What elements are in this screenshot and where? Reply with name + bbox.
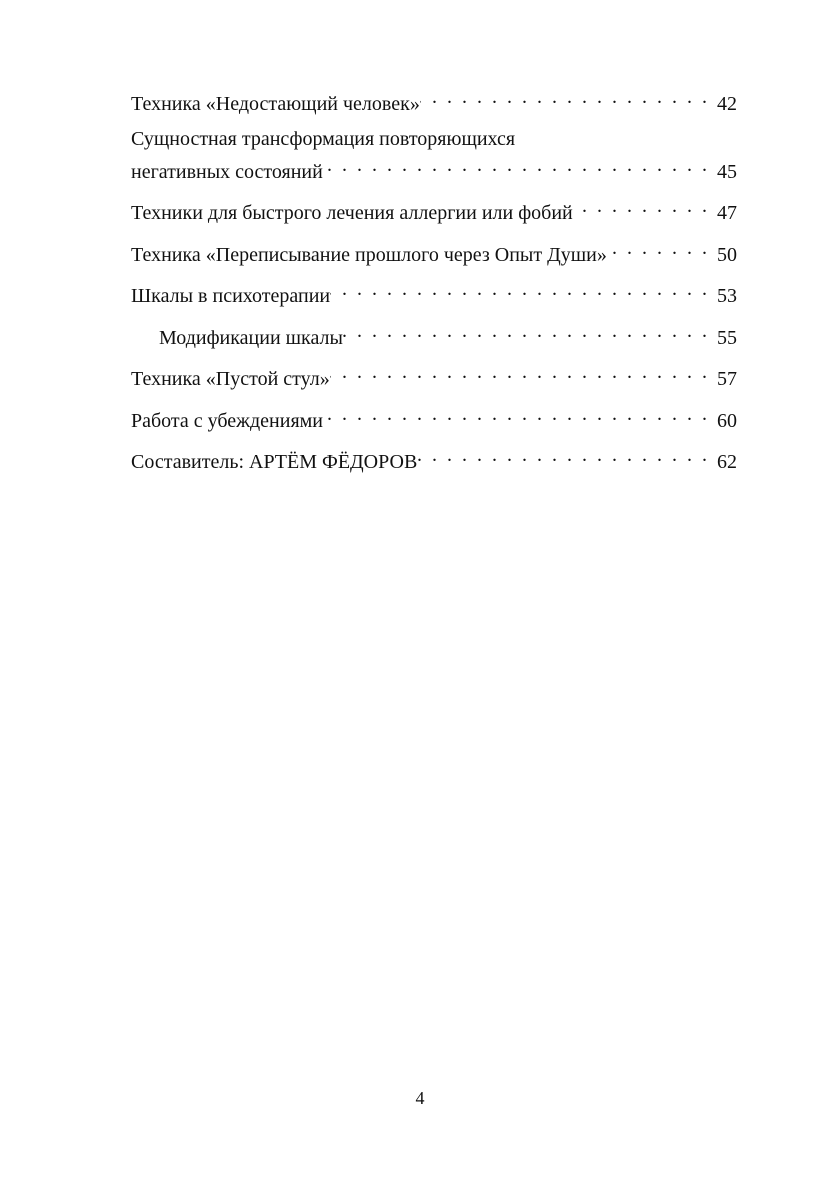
toc-entry-page: 62 (717, 451, 737, 473)
toc-entry-title: негативных состояний (131, 160, 323, 183)
dot-leader (323, 401, 711, 427)
toc-entry-rewriting-past[interactable] (131, 235, 737, 268)
toc-entry-page: 42 (717, 93, 737, 115)
dot-leader (330, 359, 711, 385)
toc-entry-title: Составитель: АРТЁМ ФЁДОРОВ (131, 451, 418, 473)
toc-entry-page: 50 (717, 243, 737, 266)
dot-leader (573, 193, 711, 219)
dot-leader (417, 442, 711, 468)
dot-leader (420, 84, 711, 110)
toc-entry-scales[interactable] (131, 276, 737, 309)
toc-entry-title: Техника «Недостающий человек» (131, 93, 420, 115)
toc-entry-page: 45 (717, 160, 737, 183)
toc-entry-page: 60 (717, 409, 737, 432)
dot-leader (323, 152, 711, 178)
toc-entry-title: Техника «Пустой стул» (131, 368, 330, 390)
toc-entry-title: Шкалы в психотерапии (131, 285, 331, 307)
toc-entry-page: 47 (717, 202, 737, 224)
toc-entry-title: Техника «Переписывание прошлого через Опыт Души» (131, 243, 607, 266)
toc-entry-essential-transformation[interactable] (131, 126, 737, 185)
toc-entry-title-line1: Сущностная трансформация повторяющихся (131, 127, 516, 150)
toc-entry-missing-person[interactable] (131, 84, 737, 117)
toc-entry-scale-modifications[interactable] (131, 318, 737, 351)
toc-entry-page: 57 (717, 368, 737, 390)
page-number: 4 (415, 1088, 425, 1108)
table-of-contents (131, 84, 737, 484)
dot-leader (330, 276, 711, 302)
dot-leader (343, 318, 711, 344)
toc-entry-compiler[interactable] (131, 442, 737, 475)
toc-entry-title: Модификации шкалы (159, 326, 343, 349)
dot-leader (607, 235, 711, 261)
toc-entry-page: 55 (717, 326, 737, 349)
toc-entry-page: 53 (717, 285, 737, 307)
toc-entry-title: Работа с убеждениями (131, 409, 324, 432)
toc-entry-empty-chair[interactable] (131, 359, 737, 392)
toc-entry-beliefs[interactable] (131, 401, 737, 434)
toc-entry-title: Техники для быстрого лечения аллергии или фобий (131, 202, 573, 224)
toc-entry-allergy-phobia[interactable] (131, 193, 737, 226)
